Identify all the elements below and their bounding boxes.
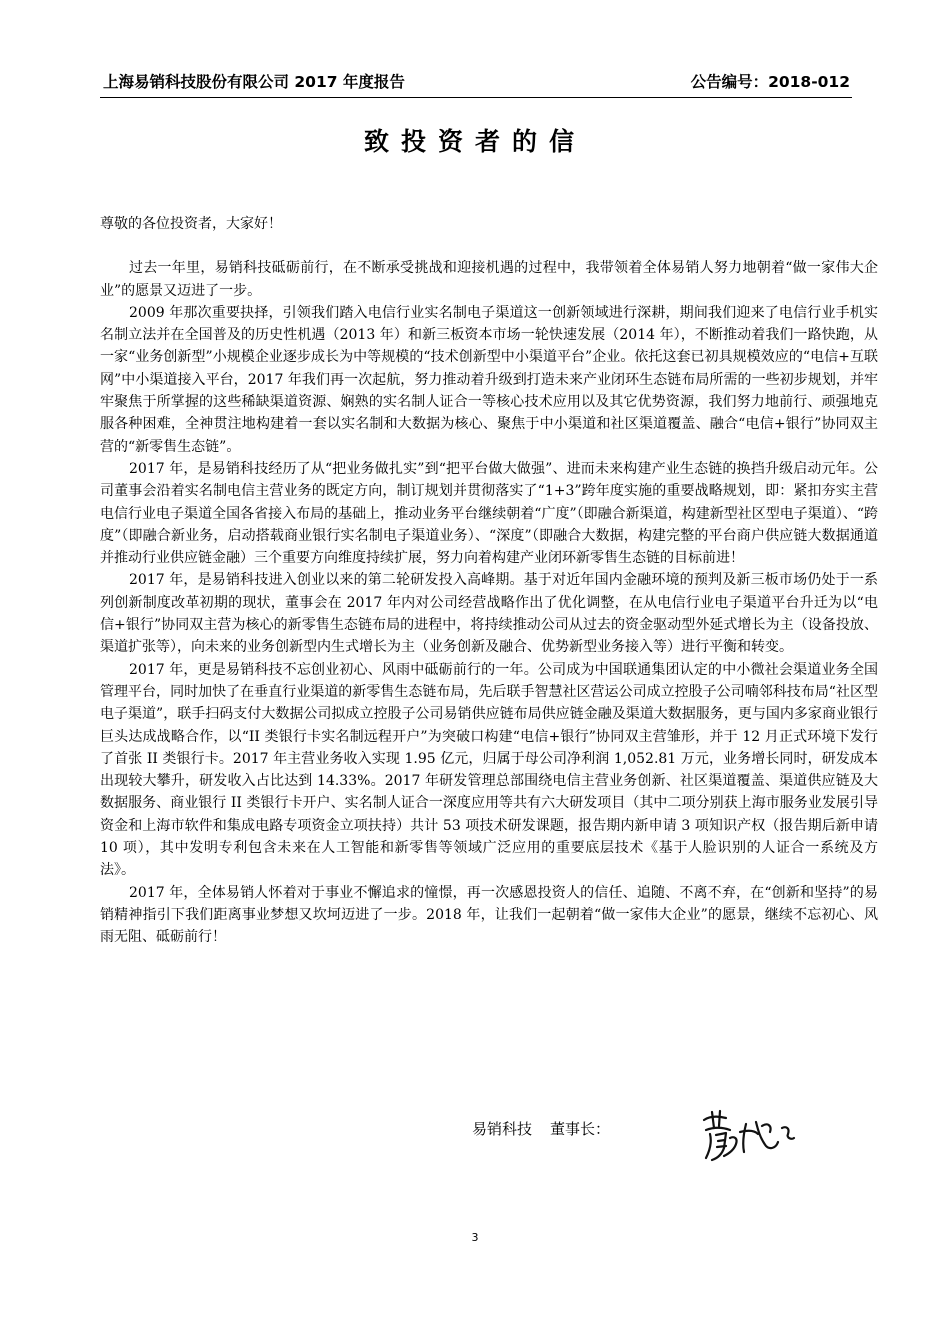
paragraph-6: 2017 年，全体易销人怀着对于事业不懈追求的憧憬，再一次感恩投资人的信任、追随、不离不弃，在“创新和坚持”的易销精神指引下我们距离事业梦想又坎坷迈进了一步。2018 年，让我们一起朝着“做一家伟大企业”的愿景，继续不忘初心、风雨无阻、砥砺前行！: [100, 884, 878, 946]
header-report-title: 上海易销科技股份有限公司 2017 年度报告: [103, 73, 405, 91]
signature-line: [472, 1118, 610, 1139]
header-announcement-number: 公告编号：2018-012: [690, 73, 850, 91]
handwritten-signature: [700, 1108, 800, 1164]
paragraph-2: 2009 年那次重要抉择，引领我们踏入电信行业实名制电子渠道这一创新领域进行深耕，期间我们迎来了电信行业手机实名制立法并在全国普及的历史性机遇（2013 年）和新三板资本市场一轮快速发展（2014 年），不断推动着我们一路快跑，从一家“业务创新型”小规模企业逐步成长为中等规模的“技术创新型中小渠道平台”企业。依托这套已初具规模效应的“电信+互联网”中小渠道接入平台，2017 年我们再一次起航，努力推动着升级到打造未来产业闭环生态链布局所需的一些初步规划，并牢牢聚焦于所掌握的这些稀缺渠道资源、娴熟的实名制人证合一等核心技术应用以及其它优势资源，我们努力地前行、顽强地克服各种困难，全神贯注地构建着一套以实名制和大数据为核心、聚焦于中小渠道和社区渠道覆盖、融合“电信+银行”协同双主营的“新零售生态链”。: [100, 304, 878, 455]
paragraph-3: 2017 年，是易销科技经历了从“把业务做扎实”到“把平台做大做强”、进而未来构建产业生态链的换挡升级启动元年。公司董事会沿着实名制电信主营业务的既定方向，制订规划并贯彻落实了“1+3”跨年度实施的重要战略规划，即：紧扣夯实主营电信行业电子渠道全国各省接入布局的基础上，推动业务平台继续朝着“广度”（即融合新渠道，构建新型社区型电子渠道）、“跨度”（即融合新业务，启动搭载商业银行实名制电子渠道业务）、“深度”（即融合大数据，构建完整的平台商户供应链大数据通道并推动行业供应链金融）三个重要方向维度持续扩展，努力向着构建产业闭环新零售生态链的目标前进！: [100, 460, 878, 567]
letter-title: 致投资者的信: [363, 127, 586, 156]
letter-body: [100, 213, 878, 949]
greeting: 尊敬的各位投资者，大家好！: [100, 216, 282, 232]
page-header: [103, 70, 850, 92]
header-divider: [100, 97, 852, 98]
paragraph-5: 2017 年，更是易销科技不忘创业初心、风雨中砥砺前行的一年。公司成为中国联通集团认定的中小微社会渠道业务全国管理平台，同时加快了在垂直行业渠道的新零售生态链布局，先后联手智慧社区营运公司成立控股子公司喃邻科技布局“社区型电子渠道”，联手扫码支付大数据公司拟成立控股子公司易销供应链布局供应链金融及渠道大数据服务，更与国内多家商业银行巨头达成战略合作，以“II 类银行卡实名制远程开户”为突破口构建“电信+银行”协同双主营雏形，并于 12 月正式环境下发行了首张 II 类银行卡。2017 年主营业务收入实现 1.95 亿元，归属于母公司净利润 1,052.81 万元，业务增长同时，研发成本出现较大攀升，研发收入占比达到 14.33%。2017 年研发管理总部围绕电信主营业务创新、社区渠道覆盖、渠道供应链及大数据服务、商业银行 II 类银行卡开户、实名制人证合一深度应用等共有六大研发项目（其中二项分别获上海市服务业发展引导资金和上海市软件和集成电路专项资金立项扶持）共计 53 项技术研发课题，报告期内新申请 3 项知识产权（报告期后新申请 10 项），其中发明专利包含未来在人工智能和新零售等领域广泛应用的重要底层技术《基于人脸识别的人证合一系统及方法》。: [100, 661, 878, 879]
signature-role: 董事长：: [550, 1120, 611, 1138]
signature-company: 易销科技: [472, 1120, 533, 1138]
paragraph-4: 2017 年，是易销科技进入创业以来的第二轮研发投入高峰期。基于对近年国内金融环境的预判及新三板市场仍处于一系列创新制度改革初期的现状，董事会在 2017 年内对公司经营战略作出了优化调整，在从电信行业电子渠道平台升迁为以“电信+银行”协同双主营为核心的新零售生态链布局的进程中，将持续推动公司从过去的资金驱动型外延式增长为主（设备投放、渠道扩张等），向未来的业务创新型内生式增长为主（业务创新及融合、优势新型业务接入等）进行平衡和转变。: [100, 572, 878, 656]
page-number: 3: [471, 1231, 479, 1244]
paragraph-1: 过去一年里，易销科技砥砺前行，在不断承受挑战和迎接机遇的过程中，我带领着全体易销人努力地朝着“做一家伟大企业”的愿景又迈进了一步。: [100, 260, 878, 299]
